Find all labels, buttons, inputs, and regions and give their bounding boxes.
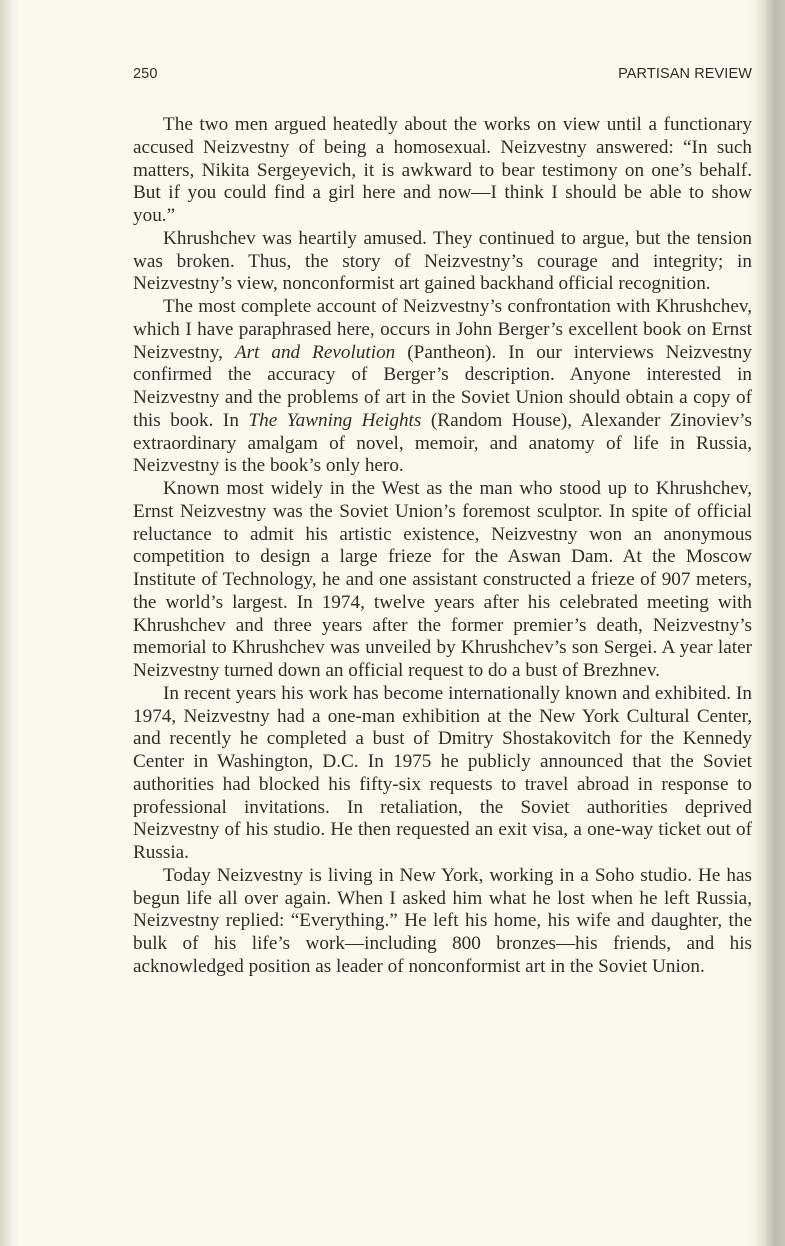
journal-title: PARTISAN REVIEW — [618, 66, 752, 82]
page-number: 250 — [133, 66, 158, 82]
paragraph-berger-account — [133, 296, 752, 478]
paragraph-text: Known most widely in the West as the man who stood up to Khrushchev, Ernst Neizvestny was the Soviet Union’s foremost sculptor. In spite of official reluctance to admit his artistic existence, Neizvestny won an anonymous competition to design a large frieze for the Aswan Dam. At the Moscow Institute of Technology, he and one assistant constructed a frieze of 907 meters, the world’s largest. In 1974, twelve years after his celebrated meeting with Khrushchev and three years after the former premier’s death, Neizvestny’s memorial to Khrushchev was unveiled by Khrushchev’s son Sergei. A year later Neizvestny turned down an official request to do a bust of Brezhnev. — [133, 478, 752, 681]
running-head — [133, 66, 752, 86]
paragraph-new-york — [133, 865, 752, 979]
paragraph-text: In recent years his work has become internationally known and exhibited. In 1974, Neizvestny had a one-man exhibition at the New York Cultural Center, and recently he completed a bust of Dmitry Shostakovitch for the Kennedy Center in Washington, D.C. In 1975 he publicly announced that the Soviet authorities had blocked his fifty-six requests to travel abroad in response to professional invitations. In retaliation, the Soviet authorities deprived Neizvestny of his studio. He then requested an exit visa, a one-way ticket out of Russia. — [133, 682, 752, 863]
paragraph-text: (Random House), Alexander Zinoviev’s extraordinary amalgam of novel, memoir, and anatomy of life in Russia, Neizvestny is the book’s only hero. — [133, 409, 752, 477]
article-body — [133, 114, 752, 979]
paragraph-khrushchev-amused — [133, 228, 752, 296]
book-title-yawning-heights: The Yawning Heights — [248, 409, 422, 431]
paragraph-text: The most complete account of Neizvestny’s confrontation with Khrushchev, which I have paraphrased here, occurs in John Berger’s excellent book on Ernst Neizvestny, — [133, 296, 752, 363]
paragraph-foremost-sculptor — [133, 478, 752, 683]
paragraph-text: Today Neizvestny is living in New York, working in a Soho studio. He has begun life all over again. When I asked him what he lost when he left Russia, Neizvestny replied: “Everything.” He left his home, his wife and daughter, the bulk of his life’s work—including 800 bronzes—his friends, and his acknowledged position as leader of nonconformist art in the Soviet Union. — [133, 864, 752, 977]
book-title-art-and-revolution: Art and Revolution — [234, 341, 396, 363]
paragraph-text: Khrushchev was heartily amused. They continued to argue, but the tension was broken. Thus, the story of Neizvestny’s courage and integrity; in Neizvestny’s view, nonconformist art gained backhand official recognition. — [133, 227, 752, 295]
paragraph-text: (Pantheon). In our interviews Neizvestny confirmed the accuracy of Berger’s description. Anyone interested in Neizvestny and the problems of art in the Soviet Union should obtain a copy of this book. In — [133, 341, 752, 431]
paragraph-international-recognition — [133, 683, 752, 865]
paragraph-argument — [133, 114, 752, 228]
paragraph-text: The two men argued heatedly about the works on view until a functionary accused Neizvestny of being a homosexual. Neizvestny answered: “In such matters, Nikita Sergeyevich, it is awkward to bear testimony on one’s behalf. But if you could find a girl here and now—I think I should be able to show you.” — [133, 114, 752, 226]
